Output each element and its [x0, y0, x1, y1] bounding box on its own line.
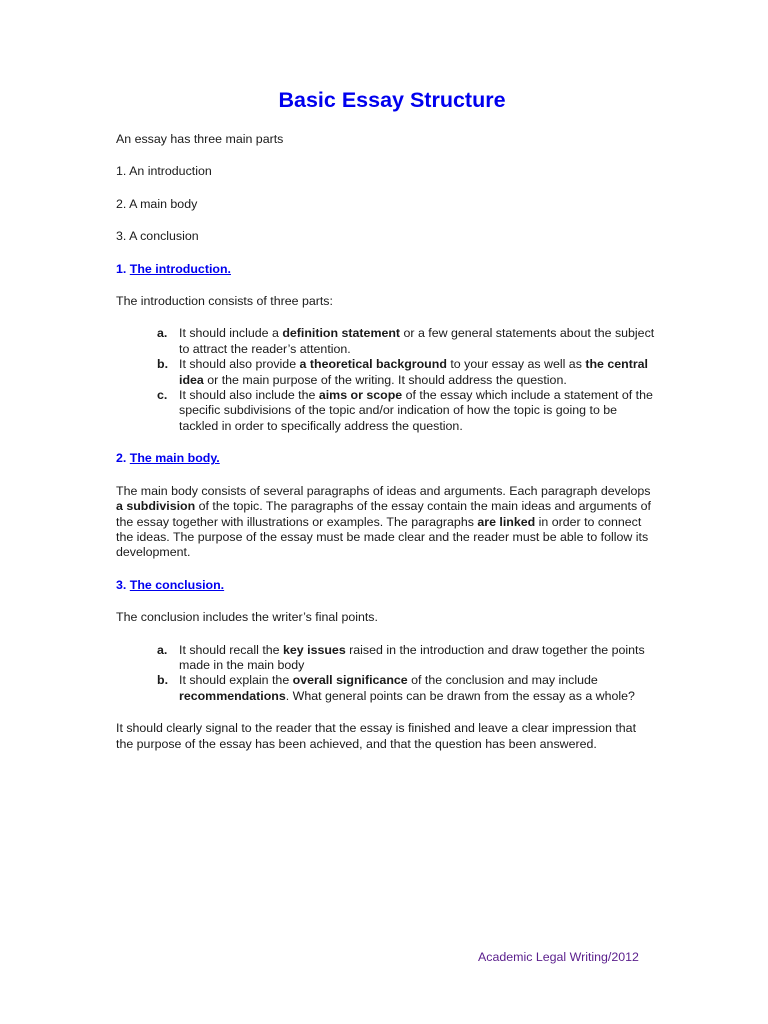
- intro-lead: An essay has three main parts: [116, 132, 284, 146]
- item-emphasis: key issues: [283, 642, 346, 657]
- list-item: [116, 357, 656, 388]
- item-text: It should also include the: [179, 388, 319, 403]
- item-emphasis: definition statement: [282, 326, 401, 341]
- part-item: 2. A main body: [116, 196, 198, 211]
- list-item: [116, 326, 656, 357]
- item-text: or the main purpose of the writing. It should address the question.: [203, 372, 567, 387]
- list-marker: a.: [157, 326, 168, 341]
- footer-text: Academic Legal Writing/2012: [478, 950, 639, 964]
- paragraph-emphasis: a subdivision: [116, 499, 196, 514]
- item-text: It should explain the: [179, 673, 293, 688]
- list-item: [116, 643, 656, 674]
- item-emphasis: overall significance: [292, 673, 408, 688]
- list-marker: b.: [157, 357, 169, 372]
- introduction-link[interactable]: The introduction.: [129, 261, 231, 276]
- item-text: to your essay as well as: [446, 357, 586, 372]
- conclusion-closing: It should clearly signal to the reader that the essay is finished and leave a clear impression that the purpose of the essay has been achieved, and that the question has been answered.: [116, 721, 637, 751]
- item-text: of the essay which include a statement of the specific subdivisions of the topic and/or indication of how the topic is going to be tackled in order to specifically address the question.: [179, 388, 653, 433]
- conclusion-link[interactable]: The conclusion.: [129, 577, 225, 592]
- list-marker: a.: [157, 642, 168, 657]
- section-number: 2.: [116, 451, 127, 466]
- paragraph-text: The main body consists of several paragraphs of ideas and arguments. Each paragraph develops: [116, 483, 651, 498]
- conclusion-lead: The conclusion includes the writer’s final points.: [116, 610, 378, 625]
- item-text: raised in the introduction and draw together the points made in the main body: [179, 642, 645, 672]
- main-body-link[interactable]: The main body.: [129, 451, 220, 466]
- paragraph-text: of the topic. The paragraphs of the essay contain the main ideas and arguments of the essay together with illustrations or examples. The paragraphs: [116, 499, 651, 529]
- item-text: It should include a: [179, 326, 283, 341]
- item-emphasis: aims or scope: [318, 388, 403, 403]
- introduction-list: [116, 326, 656, 434]
- list-marker: c.: [157, 388, 168, 403]
- item-text: It should also provide: [179, 357, 300, 372]
- part-item: 3. A conclusion: [116, 229, 199, 244]
- list-marker: b.: [157, 673, 169, 688]
- item-text: of the conclusion and may include: [407, 673, 598, 688]
- paragraph-emphasis: are linked: [477, 514, 536, 529]
- paragraph-text: in order to connect the ideas. The purpose of the essay must be made clear and the reader must be able to follow its development.: [116, 514, 649, 560]
- item-text: It should recall the: [179, 642, 284, 657]
- item-emphasis: a theoretical background: [299, 357, 447, 372]
- list-item: [116, 388, 656, 434]
- item-emphasis: the central idea: [179, 357, 648, 387]
- main-body-paragraph: [116, 484, 656, 561]
- section-heading-main-body: [116, 451, 656, 466]
- document-page: [116, 86, 656, 769]
- item-emphasis: recommendations: [179, 688, 286, 703]
- item-text: . What general points can be drawn from the essay as a whole?: [285, 688, 635, 703]
- section-number: 1.: [116, 261, 127, 276]
- section-heading-introduction: [116, 262, 656, 277]
- page-title: Basic Essay Structure: [278, 88, 506, 112]
- introduction-lead: The introduction consists of three parts:: [116, 294, 333, 309]
- conclusion-list: [116, 643, 656, 705]
- section-number: 3.: [116, 577, 127, 592]
- part-item: 1. An introduction: [116, 164, 212, 179]
- section-heading-conclusion: [116, 578, 656, 593]
- list-item: [116, 673, 656, 704]
- item-text: or a few general statements about the subject to attract the reader’s attention.: [179, 326, 655, 356]
